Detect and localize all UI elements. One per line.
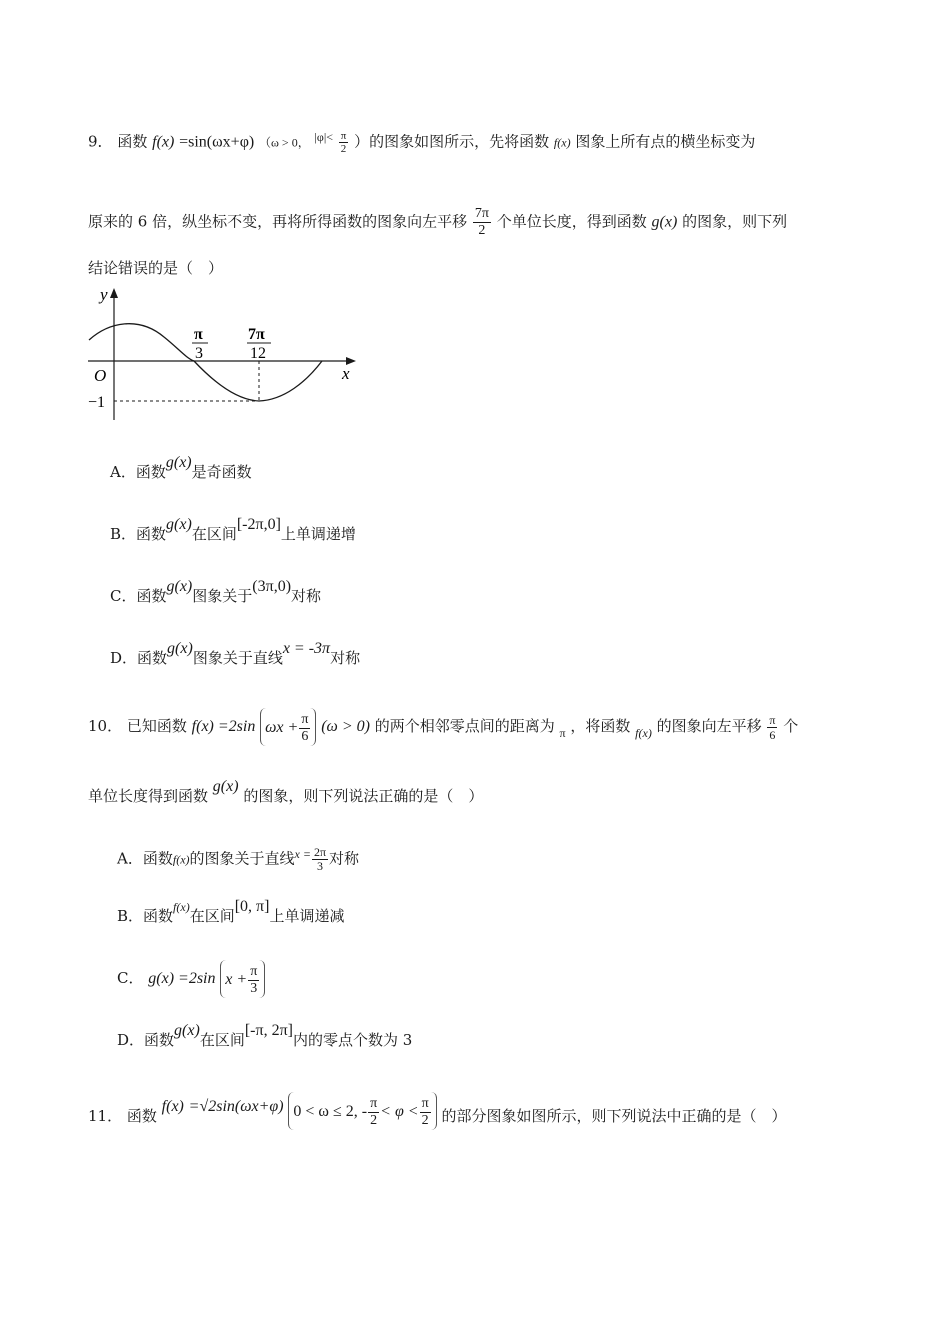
paren-group: ωx + $\frac{\pi}{6}$ <box>260 708 316 746</box>
question-number: 10． <box>88 717 123 735</box>
tick-pi3-den: 3 <box>195 345 203 362</box>
sine-curve <box>89 324 322 401</box>
fraction: $\frac{7\pi}{2}$ <box>474 206 489 238</box>
q10-option-c: C． g(x) =2sin x + $\frac{\pi}{3}$ <box>117 960 265 998</box>
q9-option-a: A．函数g(x)是奇函数 <box>110 454 252 481</box>
q10-option-d: D．函数g(x)在区间[-π, 2π]内的零点个数为 3 <box>117 1022 413 1049</box>
q9-sine-graph <box>84 282 364 422</box>
q10-line2: 单位长度得到函数 g(x) 的图象，则下列说法正确的是（ ） <box>88 778 484 805</box>
q9-option-d: D．函数g(x)图象关于直线x = -3π对称 <box>110 640 361 667</box>
q9-option-b: B．函数g(x)在区间[-2π,0]上单调递增 <box>110 516 356 543</box>
x-axis-label: x <box>342 364 350 383</box>
paren-group: 0 < ω ≤ 2, - $\frac{\pi}{2}$ < φ < $\frac{\pi}{2}$ <box>288 1092 436 1130</box>
q10-option-a: A．函数f(x)的图象关于直线$^{x =}$ $\frac{2\pi}{3}$ 对称 <box>117 845 360 873</box>
y-axis-arrow <box>110 288 118 298</box>
tick-7pi12-num: 7π <box>248 326 265 343</box>
tick-pi3-num: π <box>194 326 203 343</box>
q10-line1: 10． 已知函数 f(x) =2sin ωx + $\frac{\pi}{6}$ (ω > 0) 的两个相邻零点间的距离为 $_\pi$ ，将函数 $_{f(x)}$ 的图象向左平移 $\frac{\pi}{6}$ 个 <box>88 708 798 746</box>
question-number: 9． <box>88 132 113 151</box>
paren-group: x + $\frac{\pi}{3}$ <box>220 960 265 998</box>
q9-option-c: C．函数g(x)图象关于(3π,0)对称 <box>110 578 322 605</box>
neg-one-label: −1 <box>88 394 106 411</box>
q10-option-b: B．函数$^{f(x)}$在区间[0, π]上单调递减 <box>117 898 345 925</box>
origin-label: O <box>94 366 107 385</box>
q11-line1: 11． 函数 f(x) =√2sin(ωx+φ) 0 < ω ≤ 2, - $\frac{\pi}{2}$ < φ < $\frac{\pi}{2}$ 的部分图象如图所示，则下列说法中正确的是（ ） <box>88 1098 786 1136</box>
tick-7pi12-den: 12 <box>250 345 266 362</box>
q9-line1: 9． 函数 f(x) =sin(ωx+φ) （ω > 0， $^{|\varphi|<}$ $\frac{\pi}{2}$ ）的图象如图所示，先将函数 f(x) 图象上所有点的横坐标变为 <box>88 129 756 155</box>
q9-line2: 原来的 6 倍，纵坐标不变，再将所得函数的图象向左平移 $\frac{7\pi}{2}$ 个单位长度，得到函数 g(x) 的图象，则下列 <box>88 206 788 238</box>
q9-line3: 结论错误的是（ ） <box>88 259 224 277</box>
y-axis-label: y <box>100 285 108 304</box>
question-number: 11． <box>88 1107 123 1125</box>
